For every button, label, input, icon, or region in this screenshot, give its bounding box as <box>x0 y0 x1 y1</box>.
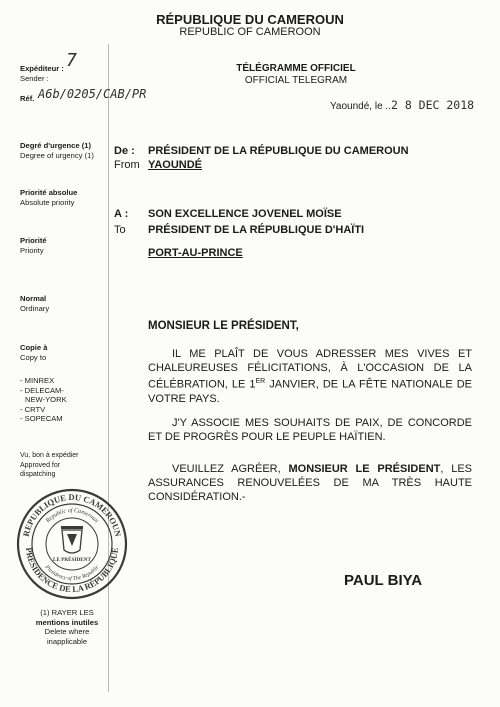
urgency-label-fr: Degré d'urgence (1) <box>20 141 92 150</box>
telegram-title-en: OFFICIAL TELEGRAM <box>244 75 348 86</box>
seal-outer-bottom: PRÉSIDENCE DE LA RÉPUBLIQUE <box>23 546 121 595</box>
priority-fr: Priorité <box>20 236 47 245</box>
svg-text:REPUBLIQUE DU CAMEROUN <box>21 492 124 538</box>
sender-block <box>20 50 104 83</box>
approved-block <box>20 451 104 480</box>
paragraph-2: J'Y ASSOCIE MES SOUHAITS DE PAIX, DE CONCORDE ET DE PROGRÈS POUR LE PEUPLE HAÏTIEN. <box>148 417 472 443</box>
priority-block <box>20 236 104 255</box>
copy-item: - DELECAM- <box>20 385 64 395</box>
sender-label-en: Sender : <box>20 73 49 83</box>
to-label-fr: A : <box>114 208 129 220</box>
urgency-block <box>20 141 104 160</box>
urgency-label-en: Degree of urgency (1) <box>20 150 94 160</box>
priority-en: Priority <box>20 245 44 255</box>
footnote-block <box>28 608 106 646</box>
footnote-4: inapplicable <box>46 636 88 646</box>
absolute-priority-block <box>20 188 104 207</box>
footnote-2: mentions inutiles <box>35 617 99 627</box>
to-label-en: To <box>114 224 126 236</box>
sender-handwritten: 7 <box>66 50 77 71</box>
approved-fr: Vu, bon à expédier <box>20 452 79 459</box>
copy-item: - MINREX <box>20 376 55 385</box>
absolute-priority-fr: Priorité absolue <box>20 188 78 197</box>
date-prefix: Yaoundé, le .. <box>330 101 391 112</box>
date-stamp: 2 8 DEC 2018 <box>390 98 475 112</box>
telegram-title-fr: TÉLÉGRAMME OFFICIEL <box>236 63 356 74</box>
paragraph-3: VEUILLEZ AGRÉER, MONSIEUR LE PRÉSIDENT, LES ASSURANCES RENOUVELÉES DE MA TRÈS HAUTE CONSIDÉRATION.- <box>148 463 473 503</box>
from-label-fr: De : <box>114 145 135 157</box>
normal-en: Ordinary <box>20 303 50 313</box>
seal-inner-bottom: Presidency of The Republic <box>43 564 101 583</box>
header-republic-en: REPUBLIC OF CAMEROON <box>179 26 321 38</box>
header-republic-fr: RÉPUBLIQUE DU CAMEROUN <box>156 12 344 27</box>
ref-handwritten: A6b/0205/CAB/PR <box>38 87 147 101</box>
paragraph-1: IL ME PLAÎT DE VOUS ADRESSER MES VIVES ET CHALEUREUSES FÉLICITATIONS, À L'OCCASION DE LA CÉLÉBRATION, LE 1ER JANVIER, DE LA FÊTE NATIONALE DE VOTRE PAYS. <box>148 348 472 405</box>
date-line <box>330 98 474 112</box>
copy-block <box>20 343 104 424</box>
to-line-3: PORT-AU-PRINCE <box>148 247 243 259</box>
seal-center-text: LE PRÉSIDENT <box>53 557 91 563</box>
copy-label-en: Copy to <box>20 352 47 362</box>
from-line-1: PRÉSIDENT DE LA RÉPUBLIQUE DU CAMEROUN <box>148 145 409 157</box>
coat-of-arms-icon <box>61 526 83 553</box>
approved-en-1: Approved for <box>20 461 61 469</box>
ref-block <box>20 87 200 104</box>
approved-en-2: dispatching <box>20 471 56 478</box>
copy-label-fr: Copie à <box>20 343 48 352</box>
to-line-1: SON EXCELLENCE JOVENEL MOÏSE <box>148 208 342 220</box>
absolute-priority-en: Absolute priority <box>20 197 75 207</box>
ref-label: Réf. <box>20 94 35 103</box>
to-line-2: PRÉSIDENT DE LA RÉPUBLIQUE D'HAÏTI <box>148 224 365 236</box>
from-line-2: YAOUNDÉ <box>148 159 202 171</box>
presidential-seal <box>16 488 128 600</box>
copy-item: - SOPECAM <box>20 414 63 423</box>
normal-block <box>20 294 104 313</box>
signature-name: PAUL BIYA <box>344 572 423 589</box>
sender-label-fr: Expéditeur : <box>20 64 64 73</box>
from-label-en: From <box>114 159 140 171</box>
footnote-3: Delete where <box>44 627 90 636</box>
salutation: MONSIEUR LE PRÉSIDENT, <box>148 320 299 332</box>
footnote-1: (1) RAYER LES <box>40 608 94 617</box>
seal-inner-top: Republic of Cameroun <box>45 507 99 525</box>
copy-item: NEW-YORK <box>25 395 67 404</box>
normal-fr: Normal <box>20 294 47 303</box>
seal-outer-top: REPUBLIQUE DU CAMEROUN <box>20 491 124 538</box>
copy-item: - CRTV <box>20 404 46 414</box>
